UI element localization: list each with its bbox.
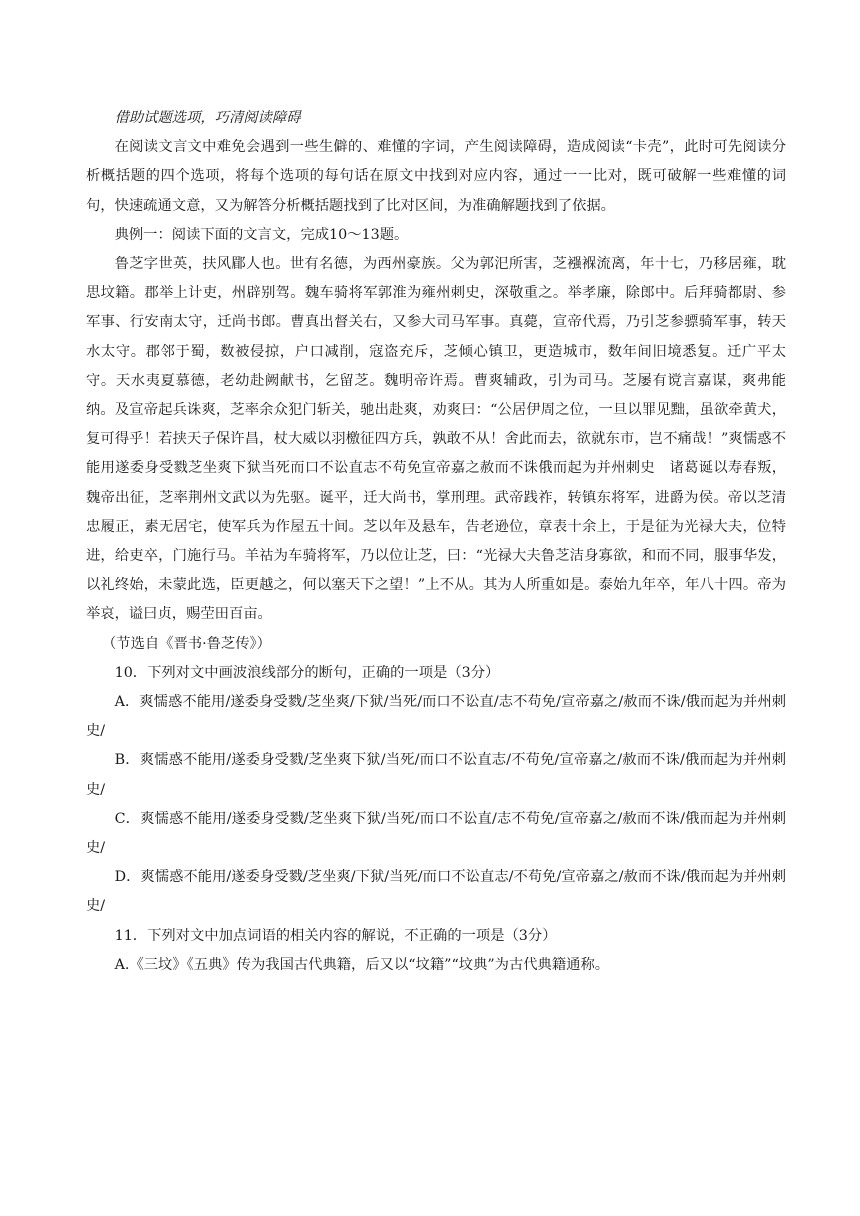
example-intro: 典例一：阅读下面的文言文，完成10～13题。 — [114, 226, 409, 243]
question-11-option-a: A.《三坟》《五典》传为我国古代典籍，后又以“坟籍”“坟典”为古代典籍通称。 — [114, 956, 610, 973]
question-10-option-c: C．爽懦惑不能用/遂委身受戮/芝坐爽下狱/当死/而口不讼直/志不苟免/宣帝嘉之/赦而不诛/俄而起为并州刺史/ — [86, 810, 786, 857]
section-heading: 借助试题选项，巧清阅读障碍 — [114, 110, 301, 126]
intro-paragraph: 在阅读文言文中难免会遇到一些生僻的、难懂的字词，产生阅读障碍，造成阅读“卡壳”，此时可先阅读分析概括题的四个选项，将每个选项的每句话在原文中找到对应内容，通过一一比对，既可破解一些难懂的词句，快速疏通文意，又为解答分析概括题找到了比对区间，为准确解题找到了依据。 — [86, 139, 786, 214]
question-10-option-d: D．爽懦惑不能用/遂委身受戮/芝坐爽/下狱/当死/而口不讼直志/不苟免/宣帝嘉之/赦而不诛/俄而起为并州刺史/ — [86, 869, 786, 915]
passage-source: （节选自《晋书·鲁芝传》） — [102, 635, 271, 652]
question-11-stem: 11．下列对文中加点词语的相关内容的解说，不正确的一项是（3分） — [114, 927, 557, 944]
passage-text: 鲁芝字世英，扶风郿人也。世有名德，为西州豪族。父为郭汜所害，芝襁褓流离，年十七，乃移居雍，耽思坟籍。郡举上计吏，州辟别驾。魏车骑将军郭淮为雍州刺史，深敬重之。举孝廉，除郎中。后拜骑都尉、参军事、行安南太守，迁尚书郎。曹真出督关右，又参大司马军事。真薨，宣帝代焉，乃引芝参骠骑军事，转天水太守。郡邻于蜀，数被侵掠，户口减削，寇盗充斥，芝倾心镇卫，更造城市，数年间旧境悉复。迁广平太守。天水夷夏慕德，老幼赴阙献书，乞留芝。魏明帝许焉。曹爽辅政，引为司马。芝屡有谠言嘉谋，爽弗能纳。及宣帝起兵诛爽，芝率余众犯门斩关，驰出赴爽，劝爽曰：“公居伊周之位，一旦以罪见黜，虽欲牵黄犬，复可得乎！若挟天子保许昌，杖大威以羽檄征四方兵，孰敢不从！舍此而去，欲就东市，岂不痛哉！”爽懦惑不能用遂委身受戮芝坐爽下狱当死而口不讼直志不苟免宣帝嘉之赦而不诛俄而起为并州刺史 诸葛诞以寿春叛，魏帝出征，芝率荆州文武以为先驱。诞平，迁大尚书，掌刑理。武帝践祚，转镇东将军，进爵为侯。帝以芝清忠履正，素无居宅，使军兵为作屋五十间。芝以年及悬车，告老逊位，章表十余上，于是征为光禄大夫，位特进，给吏卒，门施行马。羊祜为车骑将军，乃以位让芝，曰：“光禄大夫鲁芝洁身寡欲，和而不同，服事华发，以礼终始，未蒙此选，臣更越之，何以塞天下之望！”上不从。其为人所重如是。泰始九年卒，年八十四。帝为举哀，谥曰贞，赐茔田百亩。 — [86, 256, 786, 623]
document-body — [86, 104, 786, 980]
question-10-option-a: A．爽懦惑不能用/遂委身受戮/芝坐爽/下狱/当死/而口不讼直/志不苟免/宣帝嘉之/赦而不诛/俄而起为并州刺史/ — [86, 694, 786, 740]
question-10-option-b: B．爽懦惑不能用/遂委身受戮/芝坐爽下狱/当死/而口不讼直志/不苟免/宣帝嘉之/赦而不诛/俄而起为并州刺史/ — [86, 752, 786, 798]
question-10-stem: 10．下列对文中画波浪线部分的断句，正确的一项是（3分） — [114, 664, 500, 681]
